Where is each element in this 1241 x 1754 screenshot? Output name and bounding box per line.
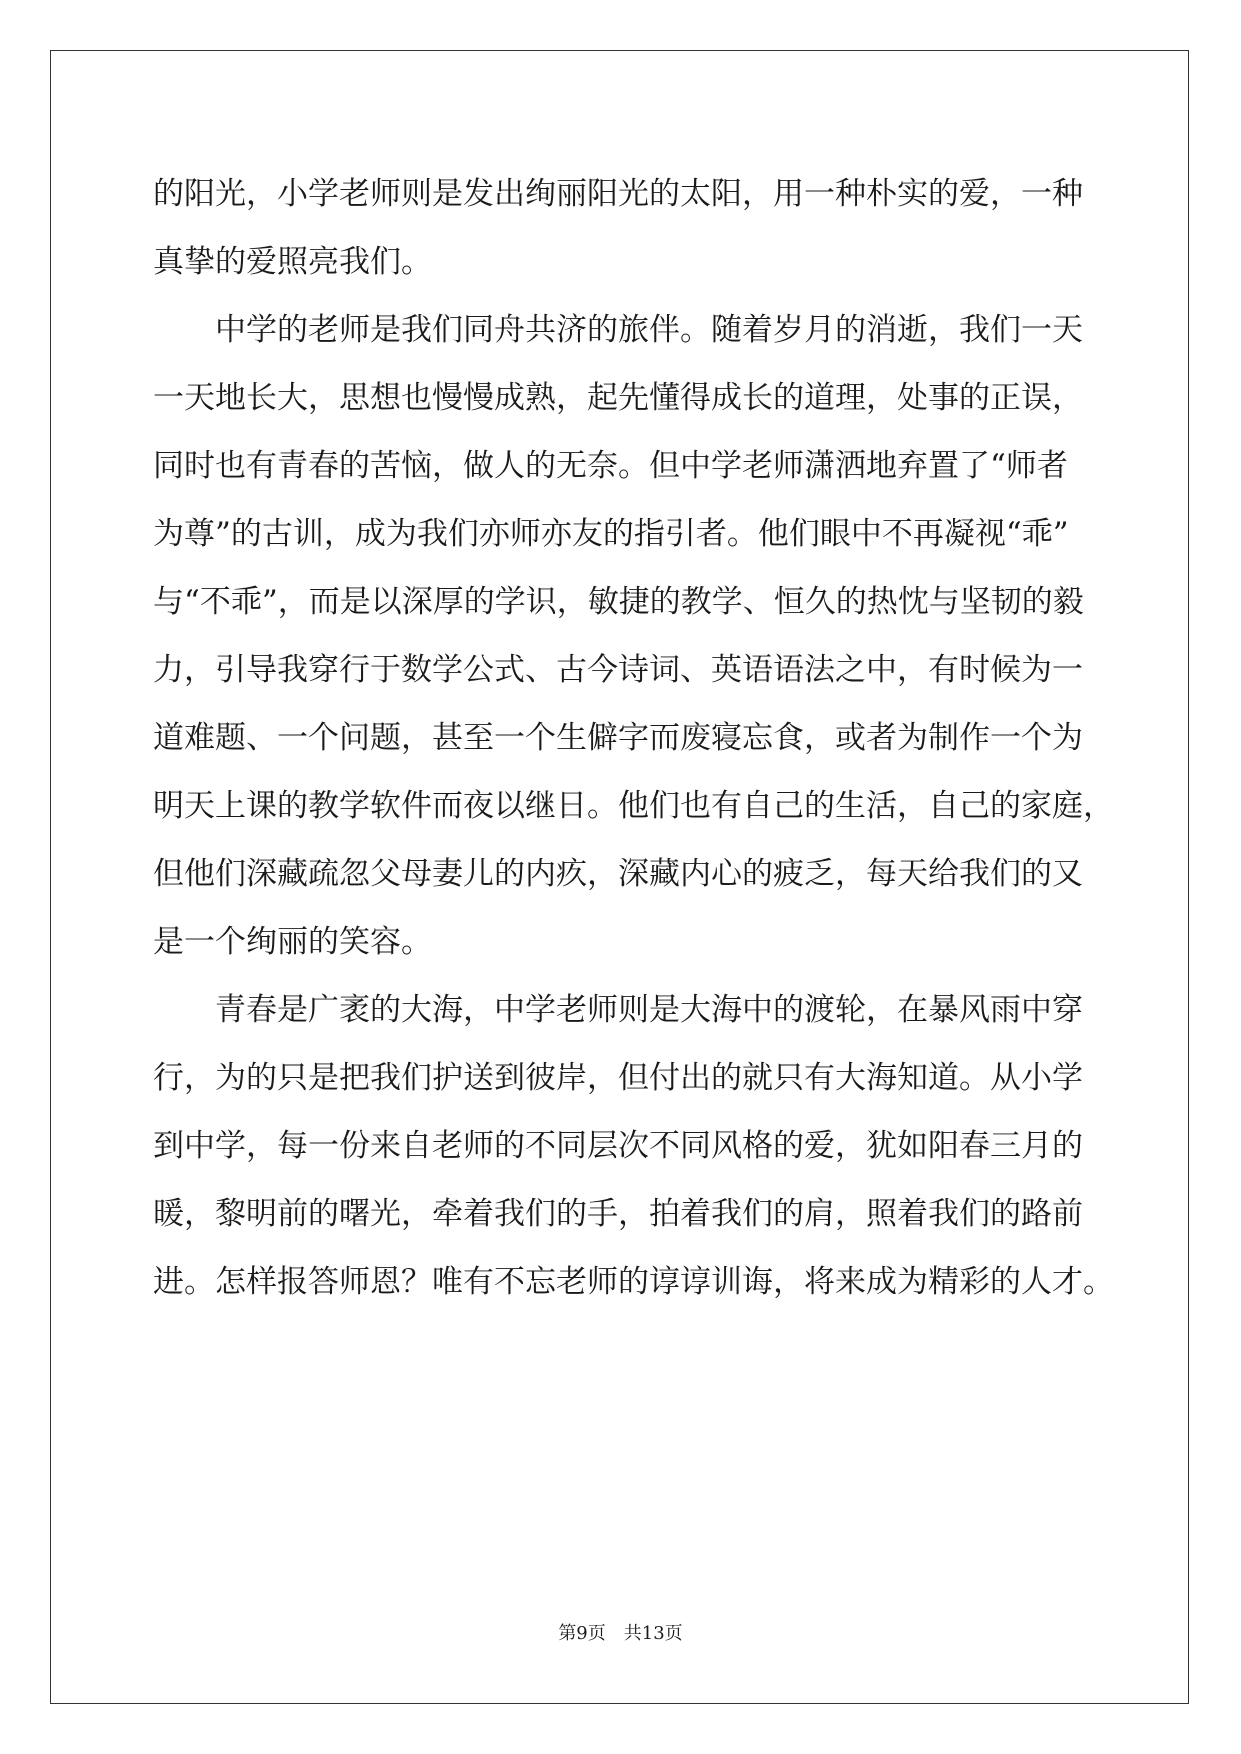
text-line: 但他们深藏疏忽父母妻儿的内疚，深藏内心的疲乏，每天给我们的又 xyxy=(153,856,1083,892)
text-line: 为尊”的古训，成为我们亦师亦友的指引者。他们眼中不再凝视“乖” xyxy=(153,516,1069,552)
text-line: 行，为的只是把我们护送到彼岸，但付出的就只有大海知道。从小学 xyxy=(153,1060,1083,1096)
document-body xyxy=(153,160,1114,1316)
text-line: 是一个绚丽的笑容。 xyxy=(153,924,432,960)
text-line: 同时也有青春的苦恼，做人的无奈。但中学老师潇洒地弃置了“师者 xyxy=(153,448,1068,484)
text-line: 明天上课的教学软件而夜以继日。他们也有自己的生活，自己的家庭， xyxy=(153,788,1114,824)
page-number-footer: 第9页 共13页 xyxy=(558,1623,683,1644)
text-line: 进。怎样报答师恩？唯有不忘老师的谆谆训诲，将来成为精彩的人才。 xyxy=(153,1264,1114,1300)
text-line: 的阳光，小学老师则是发出绚丽阳光的太阳，用一种朴实的爱，一种 xyxy=(153,176,1083,212)
text-line: 道难题、一个问题，甚至一个生僻字而废寝忘食，或者为制作一个为 xyxy=(153,720,1083,756)
text-line: 与“不乖”，而是以深厚的学识，敏捷的教学、恒久的热忱与坚韧的毅 xyxy=(153,584,1084,620)
text-line: 到中学，每一份来自老师的不同层次不同风格的爱，犹如阳春三月的 xyxy=(153,1128,1083,1164)
text-line: 青春是广袤的大海，中学老师则是大海中的渡轮，在暴风雨中穿 xyxy=(153,992,1083,1028)
text-line: 中学的老师是我们同舟共济的旅伴。随着岁月的消逝，我们一天 xyxy=(153,312,1083,348)
text-line: 暖，黎明前的曙光，牵着我们的手，拍着我们的肩，照着我们的路前 xyxy=(153,1196,1083,1232)
text-line: 力，引导我穿行于数学公式、古今诗词、英语语法之中，有时候为一 xyxy=(153,652,1083,688)
text-line: 一天地长大，思想也慢慢成熟，起先懂得成长的道理，处事的正误， xyxy=(153,380,1083,416)
text-line: 真挚的爱照亮我们。 xyxy=(153,244,432,280)
